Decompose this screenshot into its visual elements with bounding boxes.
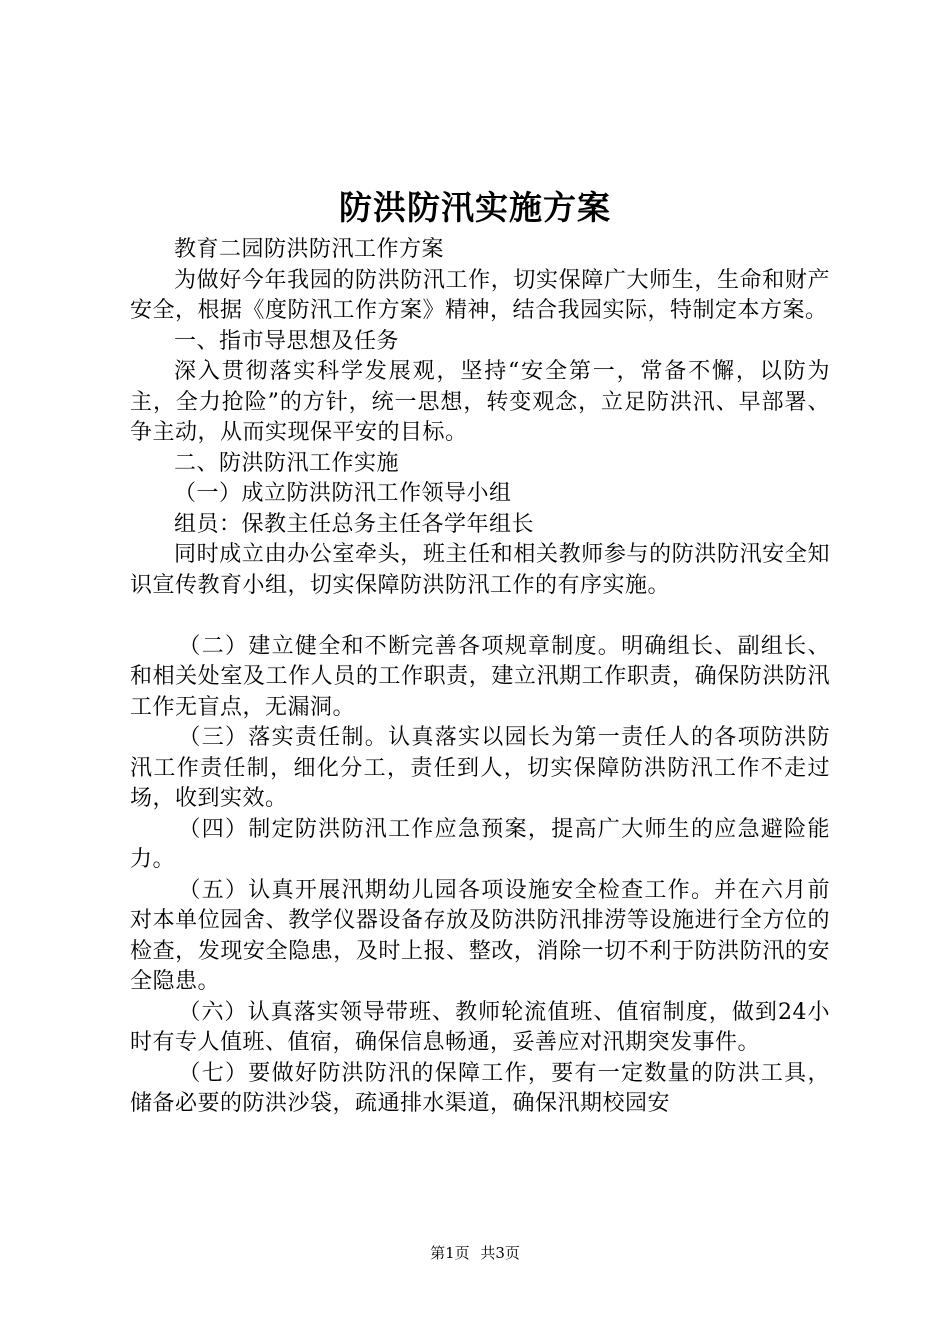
paragraph-item-6: （六）认真落实领导带班、教师轮流值班、值宿制度，做到24小时有专人值班、值宿，确保信息畅通，妥善应对汛期突发事件。: [130, 999, 830, 1055]
paragraph-item-2: （二）建立健全和不断完善各项规章制度。明确组长、副组长、和相关处室及工作人员的工作职责，建立汛期工作职责，确保防洪防汛工作无盲点，无漏洞。: [130, 633, 830, 720]
paragraph-education-group: 同时成立由办公室牵头，班主任和相关教师参与的防洪防汛安全知识宣传教育小组，切实保障防洪防汛工作的有序实施。: [130, 542, 830, 598]
paragraph-members: 组员：保教主任总务主任各学年组长: [174, 511, 535, 537]
blank-line: [130, 601, 830, 632]
paragraph-item-5: （五）认真开展汛期幼儿园各项设施安全检查工作。并在六月前对本单位园舍、教学仪器设备存放及防洪防汛排涝等设施进行全方位的检查，发现安全隐患，及时上报、整改，消除一切不利于防洪防汛的安全隐患。: [130, 877, 830, 994]
heading-section-1: 一、指市导思想及任务: [174, 328, 400, 354]
paragraph-item-4: （四）制定防洪防汛工作应急预案，提高广大师生的应急避险能力。: [130, 816, 830, 872]
paragraph-subtitle: 教育二园防洪防汛工作方案: [174, 237, 445, 262]
document-body: [130, 235, 830, 1120]
heading-section-2: 二、防洪防汛工作实施: [174, 450, 400, 476]
document-title: 防洪防汛实施方案: [339, 188, 611, 227]
paragraph-item-3: （三）落实责任制。认真落实以园长为第一责任人的各项防洪防汛工作责任制，细化分工，责任到人，切实保障防洪防汛工作不走过场，收到实效。: [130, 725, 830, 811]
page-footer: [0, 1243, 950, 1263]
paragraph-guiding-principle: 深入贯彻落实科学发展观，坚持“安全第一，常备不懈，以防为主，全力抢险”的方针，统一思想，转变观念，立足防洪汛、早部署、争主动，从而实现保平安的目标。: [130, 359, 830, 445]
page-number: 第1页: [430, 1244, 470, 1262]
paragraph-item-1: （一）成立防洪防汛工作领导小组: [174, 481, 512, 506]
page-total: 共3页: [480, 1244, 520, 1262]
paragraph-item-7: （七）要做好防洪防汛的保障工作，要有一定数量的防洪工具，储备必要的防洪沙袋，疏通排水渠道，确保汛期校园安: [130, 1060, 830, 1116]
paragraph-intro: 为做好今年我园的防洪防汛工作，切实保障广大师生，生命和财产安全，根据《度防汛工作方案》精神，结合我园实际，特制定本方案。: [130, 267, 830, 323]
